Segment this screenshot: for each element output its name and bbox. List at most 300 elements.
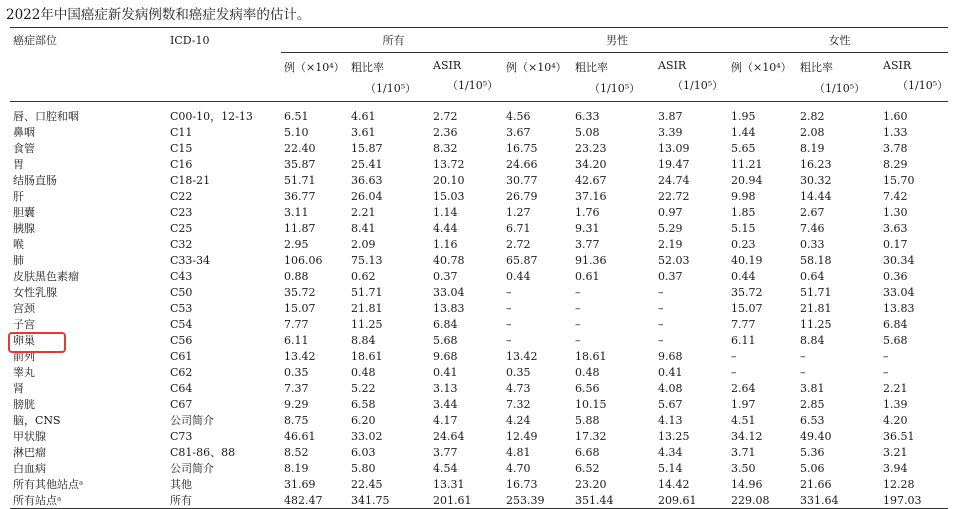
cell-all-cases: 3.11 xyxy=(284,205,309,219)
cell-female-crude: 7.46 xyxy=(800,221,825,235)
cell-all-asir: 13.83 xyxy=(433,301,465,315)
cell-site: 皮肤黑色素瘤 xyxy=(13,270,79,283)
cell-icd: C16 xyxy=(170,157,193,171)
cell-all-crude: 2.09 xyxy=(351,237,376,251)
cell-female-crude: 6.53 xyxy=(800,413,825,427)
cell-male-asir: 4.08 xyxy=(658,381,683,395)
cell-female-crude: 49.40 xyxy=(800,429,832,443)
cell-all-crude: 0.48 xyxy=(351,365,376,379)
cell-male-cases: 1.27 xyxy=(506,205,531,219)
cell-all-asir: 9.68 xyxy=(433,349,458,363)
cell-all-asir: 3.13 xyxy=(433,381,458,395)
cell-male-cases: 0.35 xyxy=(506,365,531,379)
cell-male-asir: 24.74 xyxy=(658,173,690,187)
cell-icd: C15 xyxy=(170,141,193,155)
cell-site: 食管 xyxy=(13,142,35,155)
cell-female-crude: 2.08 xyxy=(800,125,825,139)
cell-male-crude: – xyxy=(575,317,581,331)
cell-female-asir: 197.03 xyxy=(880,492,948,509)
cell-female-asir: 3.21 xyxy=(883,445,908,459)
cell-site: 鼻咽 xyxy=(13,126,35,139)
cell-all-cases: 35.72 xyxy=(284,285,316,299)
cell-female-asir: 6.84 xyxy=(883,317,908,331)
cell-female-cases: 1.44 xyxy=(731,125,756,139)
cell-male-asir: – xyxy=(658,333,664,347)
cell-male-cases: 4.73 xyxy=(506,381,531,395)
cell-all-cases: 46.61 xyxy=(284,429,316,443)
cell-all-cases: 35.87 xyxy=(284,157,316,171)
cell-all-asir: 201.61 xyxy=(430,492,503,509)
cell-male-cases: 24.66 xyxy=(506,157,538,171)
cell-female-crude: 5.36 xyxy=(800,445,825,459)
cell-site: 白血病 xyxy=(13,462,46,475)
cell-male-crude: 37.16 xyxy=(575,189,607,203)
cell-female-crude: 58.18 xyxy=(800,253,832,267)
cell-all-crude: 0.62 xyxy=(351,269,376,283)
cell-female-cases: 1.97 xyxy=(731,397,756,411)
cell-site: 结肠直肠 xyxy=(13,174,57,187)
cell-male-crude: 10.15 xyxy=(575,397,607,411)
cell-site: 肝 xyxy=(13,190,24,203)
subheader-crude-female: 粗比率 （1/10⁵） xyxy=(797,53,880,102)
cell-female-crude: 3.81 xyxy=(800,381,825,395)
cell-icd: C25 xyxy=(170,221,193,235)
cell-male-asir: 0.37 xyxy=(658,269,683,283)
cell-male-crude: 351.44 xyxy=(572,492,655,509)
cell-female-cases: 20.94 xyxy=(731,173,763,187)
cell-all-cases: 8.52 xyxy=(284,445,309,459)
cell-site: 喉 xyxy=(13,238,24,251)
cell-male-asir: 52.03 xyxy=(658,253,690,267)
cell-female-crude: 51.71 xyxy=(800,285,832,299)
cell-all-asir: 13.72 xyxy=(433,157,465,171)
cell-male-asir: 4.13 xyxy=(658,413,683,427)
cell-female-crude: 2.67 xyxy=(800,205,825,219)
table-row xyxy=(10,140,948,156)
table-row xyxy=(10,124,948,140)
cell-all-crude: 21.81 xyxy=(351,301,383,315)
table-row xyxy=(10,102,948,125)
cell-all-cases: 22.40 xyxy=(284,141,316,155)
cell-all-crude: 25.41 xyxy=(351,157,383,171)
cell-female-cases: – xyxy=(731,365,737,379)
cell-male-cases: 30.77 xyxy=(506,173,538,187)
cell-male-crude: – xyxy=(575,333,581,347)
cell-male-asir: 0.41 xyxy=(658,365,683,379)
header-group-male: 男性 xyxy=(503,28,728,53)
table-row xyxy=(10,156,948,172)
cell-male-crude: – xyxy=(575,285,581,299)
cell-all-crude: 6.58 xyxy=(351,397,376,411)
cell-male-crude: 34.20 xyxy=(575,157,607,171)
cell-all-asir: 13.31 xyxy=(433,477,465,491)
cell-female-asir: 7.42 xyxy=(883,189,908,203)
subheader-cases-female: 例（×10⁴） xyxy=(728,53,797,102)
subheader-crude-male: 粗比率 （1/10⁵） xyxy=(572,53,655,102)
cell-site: 甲状腺 xyxy=(13,430,46,443)
cell-male-asir: 2.19 xyxy=(658,237,683,251)
cell-female-asir: 1.60 xyxy=(883,109,908,123)
subheader-cases-male: 例（×10⁴） xyxy=(503,53,572,102)
cell-female-asir: 3.78 xyxy=(883,141,908,155)
cell-all-crude: 5.22 xyxy=(351,381,376,395)
cell-male-crude: 42.67 xyxy=(575,173,607,187)
cell-male-asir: 0.97 xyxy=(658,205,683,219)
cell-male-crude: 6.68 xyxy=(575,445,600,459)
header-spacer xyxy=(167,53,281,102)
cell-male-cases: 4.81 xyxy=(506,445,531,459)
cell-all-asir: 4.17 xyxy=(433,413,458,427)
cell-all-asir: 2.36 xyxy=(433,125,458,139)
cell-female-asir: 1.33 xyxy=(883,125,908,139)
cell-male-cases: – xyxy=(506,285,512,299)
table-row xyxy=(10,316,948,332)
cell-icd: C50 xyxy=(170,285,193,299)
cell-female-cases: 2.64 xyxy=(731,381,756,395)
cell-all-asir: 4.54 xyxy=(433,461,458,475)
cell-all-crude: 8.84 xyxy=(351,333,376,347)
cell-female-crude: 2.82 xyxy=(800,109,825,123)
cell-male-asir: – xyxy=(658,301,664,315)
cell-all-cases: 9.29 xyxy=(284,397,309,411)
cell-male-crude: 6.52 xyxy=(575,461,600,475)
cell-all-crude: 6.03 xyxy=(351,445,376,459)
cell-all-asir: 24.64 xyxy=(433,429,465,443)
cell-icd: C23 xyxy=(170,205,193,219)
cell-icd: C62 xyxy=(170,365,193,379)
cell-female-crude: 8.19 xyxy=(800,141,825,155)
cell-all-asir: 4.44 xyxy=(433,221,458,235)
cell-female-crude: 11.25 xyxy=(800,317,832,331)
cell-male-cases: 253.39 xyxy=(503,492,572,509)
cell-site: 胃 xyxy=(13,158,24,171)
cell-site: 胰腺 xyxy=(13,222,35,235)
cell-female-asir: 0.36 xyxy=(883,269,908,283)
cell-male-crude: 23.23 xyxy=(575,141,607,155)
header-spacer xyxy=(10,53,167,102)
cell-all-cases: 11.87 xyxy=(284,221,316,235)
cell-icd: 所有 xyxy=(167,492,281,509)
cell-male-asir: 3.39 xyxy=(658,125,683,139)
cell-male-crude: 3.77 xyxy=(575,237,600,251)
cell-male-crude: 1.76 xyxy=(575,205,600,219)
cell-female-crude: 331.64 xyxy=(797,492,880,509)
cell-icd: 公司简介 xyxy=(170,462,214,475)
cell-female-crude: 14.44 xyxy=(800,189,832,203)
cell-male-asir: – xyxy=(658,317,664,331)
cell-male-crude: – xyxy=(575,301,581,315)
cell-all-cases: 482.47 xyxy=(281,492,348,509)
cell-male-crude: 6.33 xyxy=(575,109,600,123)
cell-all-asir: 20.10 xyxy=(433,173,465,187)
cell-all-cases: 36.77 xyxy=(284,189,316,203)
cell-female-cases: 0.44 xyxy=(731,269,756,283)
cell-female-crude: 21.81 xyxy=(800,301,832,315)
table-row xyxy=(10,364,948,380)
cell-female-asir: 5.68 xyxy=(883,333,908,347)
cell-female-cases: 4.51 xyxy=(731,413,756,427)
cell-all-cases: 13.42 xyxy=(284,349,316,363)
cell-female-asir: 15.70 xyxy=(883,173,915,187)
cell-female-cases: 0.23 xyxy=(731,237,756,251)
cell-male-crude: 18.61 xyxy=(575,349,607,363)
cell-all-cases: 0.88 xyxy=(284,269,309,283)
cell-icd: C43 xyxy=(170,269,193,283)
subheader-asir-female: ASIR （1/10⁵） xyxy=(880,53,948,102)
cell-male-cases: 3.67 xyxy=(506,125,531,139)
cell-site: 肾 xyxy=(13,382,24,395)
cell-all-cases: 6.11 xyxy=(284,333,309,347)
cell-all-crude: 3.61 xyxy=(351,125,376,139)
cell-female-cases: 14.96 xyxy=(731,477,763,491)
cell-male-asir: 5.29 xyxy=(658,221,683,235)
cell-male-cases: 13.42 xyxy=(506,349,538,363)
cell-female-crude: 5.06 xyxy=(800,461,825,475)
highlight-box xyxy=(8,332,66,353)
header-group-all: 所有 xyxy=(281,28,503,53)
cell-female-crude: 8.84 xyxy=(800,333,825,347)
table-row xyxy=(10,204,948,220)
cell-all-crude: 6.20 xyxy=(351,413,376,427)
cell-site: 宫颈 xyxy=(13,302,35,315)
cell-male-asir: 13.09 xyxy=(658,141,690,155)
cell-all-asir: 0.37 xyxy=(433,269,458,283)
table-row xyxy=(10,172,948,188)
cell-site: 子宫 xyxy=(13,318,35,331)
cell-icd: C33-34 xyxy=(170,253,211,267)
cell-male-asir: 209.61 xyxy=(655,492,728,509)
cell-male-crude: 6.56 xyxy=(575,381,600,395)
cell-female-cases: 34.12 xyxy=(731,429,763,443)
cell-female-crude: 0.33 xyxy=(800,237,825,251)
table-row xyxy=(10,188,948,204)
cell-all-asir: 2.72 xyxy=(433,109,458,123)
cell-icd: 公司简介 xyxy=(170,414,214,427)
cell-icd: C00-10，12-13 xyxy=(170,110,253,123)
cell-all-cases: 6.51 xyxy=(284,109,309,123)
table-body xyxy=(10,102,948,509)
cell-site: 膀胱 xyxy=(13,398,35,411)
cell-male-cases: 6.71 xyxy=(506,221,531,235)
cell-all-cases: 106.06 xyxy=(284,253,323,267)
cell-male-cases: 0.44 xyxy=(506,269,531,283)
cell-all-crude: 51.71 xyxy=(351,285,383,299)
cell-all-asir: 40.78 xyxy=(433,253,465,267)
cell-all-asir: 8.32 xyxy=(433,141,458,155)
cell-male-cases: 4.56 xyxy=(506,109,531,123)
cell-female-asir: 3.63 xyxy=(883,221,908,235)
cell-all-cases: 8.19 xyxy=(284,461,309,475)
cell-male-asir: – xyxy=(658,285,664,299)
cell-male-crude: 9.31 xyxy=(575,221,600,235)
cell-all-cases: 7.37 xyxy=(284,381,309,395)
cell-site: 女性乳腺 xyxy=(13,286,57,299)
table-row xyxy=(10,396,948,412)
table-row xyxy=(10,268,948,284)
cell-male-crude: 0.48 xyxy=(575,365,600,379)
cell-male-crude: 0.61 xyxy=(575,269,600,283)
cell-female-cases: 1.85 xyxy=(731,205,756,219)
cell-site: 脑，CNS xyxy=(13,414,61,427)
cell-all-asir: 3.77 xyxy=(433,445,458,459)
cell-male-asir: 5.67 xyxy=(658,397,683,411)
header-icd: ICD-10 xyxy=(167,28,281,53)
cell-female-crude: 2.85 xyxy=(800,397,825,411)
cell-all-crude: 33.02 xyxy=(351,429,383,443)
cell-female-cases: 3.71 xyxy=(731,445,756,459)
cell-male-cases: 65.87 xyxy=(506,253,538,267)
cell-icd: C81-86、88 xyxy=(170,446,236,459)
table-row xyxy=(10,284,948,300)
cell-all-cases: 8.75 xyxy=(284,413,309,427)
cell-female-asir: 8.29 xyxy=(883,157,908,171)
cell-male-crude: 5.88 xyxy=(575,413,600,427)
cell-male-cases: 4.70 xyxy=(506,461,531,475)
cell-all-cases: 0.35 xyxy=(284,365,309,379)
cell-male-asir: 4.34 xyxy=(658,445,683,459)
table-row xyxy=(10,412,948,428)
cell-female-cases: 35.72 xyxy=(731,285,763,299)
cell-female-cases: 5.15 xyxy=(731,221,756,235)
cell-female-cases: 1.95 xyxy=(731,109,756,123)
cell-male-asir: 3.87 xyxy=(658,109,683,123)
cell-male-cases: 2.72 xyxy=(506,237,531,251)
header-group-female: 女性 xyxy=(728,28,948,53)
table-row xyxy=(10,492,948,509)
cell-site: 所有其他站点ᵃ xyxy=(13,478,84,491)
cell-female-crude: – xyxy=(800,365,806,379)
cell-site: 前列 xyxy=(13,350,35,363)
cell-icd: C64 xyxy=(170,381,193,395)
table-row xyxy=(10,348,948,364)
cell-female-cases: 3.50 xyxy=(731,461,756,475)
cell-male-crude: 23.20 xyxy=(575,477,607,491)
cell-all-cases: 2.95 xyxy=(284,237,309,251)
table-row xyxy=(10,444,948,460)
table-row xyxy=(10,476,948,492)
cell-all-cases: 15.07 xyxy=(284,301,316,315)
cell-male-cases: 16.73 xyxy=(506,477,538,491)
cell-female-asir: 36.51 xyxy=(883,429,915,443)
cell-all-crude: 4.61 xyxy=(351,109,376,123)
cell-female-asir: 0.17 xyxy=(883,237,908,251)
cell-all-asir: 1.14 xyxy=(433,205,458,219)
cell-male-asir: 14.42 xyxy=(658,477,690,491)
cell-female-asir: 12.28 xyxy=(883,477,915,491)
cell-female-asir: 1.30 xyxy=(883,205,908,219)
cell-female-cases: 9.98 xyxy=(731,189,756,203)
cell-site: 卵巢 xyxy=(13,334,35,347)
cell-male-asir: 13.25 xyxy=(658,429,690,443)
cell-all-asir: 0.41 xyxy=(433,365,458,379)
cell-female-crude: 21.66 xyxy=(800,477,832,491)
cell-female-asir: – xyxy=(883,349,889,363)
cell-male-asir: 9.68 xyxy=(658,349,683,363)
table-caption: 2022年中国癌症新发病例数和癌症发病率的估计。 xyxy=(6,7,311,23)
cell-female-cases: 15.07 xyxy=(731,301,763,315)
cell-all-crude: 15.87 xyxy=(351,141,383,155)
cell-female-cases: 5.65 xyxy=(731,141,756,155)
cell-all-crude: 36.63 xyxy=(351,173,383,187)
cell-icd: C54 xyxy=(170,317,193,331)
cell-all-crude: 75.13 xyxy=(351,253,383,267)
cell-female-asir: 30.34 xyxy=(883,253,915,267)
table-row xyxy=(10,220,948,236)
cell-all-cases: 51.71 xyxy=(284,173,316,187)
cell-icd: 其他 xyxy=(170,478,192,491)
cell-icd: C32 xyxy=(170,237,193,251)
cell-all-crude: 5.80 xyxy=(351,461,376,475)
cell-female-asir: 2.21 xyxy=(883,381,908,395)
subheader-asir-male: ASIR （1/10⁵） xyxy=(655,53,728,102)
cell-female-crude: 0.64 xyxy=(800,269,825,283)
cancer-incidence-table xyxy=(10,27,948,509)
subheader-crude-all: 粗比率 （1/10⁵） xyxy=(348,53,430,102)
cell-male-cases: – xyxy=(506,333,512,347)
cell-all-asir: 15.03 xyxy=(433,189,465,203)
cell-all-asir: 1.16 xyxy=(433,237,458,251)
cell-all-crude: 11.25 xyxy=(351,317,383,331)
header-site: 癌症部位 xyxy=(10,28,167,53)
cell-female-cases: 11.21 xyxy=(731,157,763,171)
cell-all-crude: 18.61 xyxy=(351,349,383,363)
cell-female-crude: 30.32 xyxy=(800,173,832,187)
cell-all-cases: 5.10 xyxy=(284,125,309,139)
cell-all-asir: 33.04 xyxy=(433,285,465,299)
cell-male-cases: 26.79 xyxy=(506,189,538,203)
cell-all-asir: 5.68 xyxy=(433,333,458,347)
cell-female-cases: 40.19 xyxy=(731,253,763,267)
cell-male-crude: 17.32 xyxy=(575,429,607,443)
cell-all-crude: 8.41 xyxy=(351,221,376,235)
cell-site: 睾丸 xyxy=(13,366,35,379)
cell-all-crude: 2.21 xyxy=(351,205,376,219)
cell-male-cases: 12.49 xyxy=(506,429,538,443)
cell-male-asir: 22.72 xyxy=(658,189,690,203)
cell-icd: C11 xyxy=(170,125,193,139)
table-row xyxy=(10,332,948,348)
cell-female-crude: – xyxy=(800,349,806,363)
cell-icd: C61 xyxy=(170,349,193,363)
cell-icd: C53 xyxy=(170,301,193,315)
cell-icd: C56 xyxy=(170,333,193,347)
cell-male-asir: 19.47 xyxy=(658,157,690,171)
cell-female-asir: 33.04 xyxy=(883,285,915,299)
cell-all-asir: 6.84 xyxy=(433,317,458,331)
cell-male-crude: 91.36 xyxy=(575,253,607,267)
cell-female-crude: 16.23 xyxy=(800,157,832,171)
cell-all-crude: 22.45 xyxy=(351,477,383,491)
table-row xyxy=(10,300,948,316)
cell-female-cases: – xyxy=(731,349,737,363)
cell-female-asir: 13.83 xyxy=(883,301,915,315)
cell-male-cases: 4.24 xyxy=(506,413,531,427)
cell-site: 所有站点ᵃ xyxy=(10,492,167,509)
cell-female-asir: 3.94 xyxy=(883,461,908,475)
cell-all-cases: 7.77 xyxy=(284,317,309,331)
cell-site: 胆囊 xyxy=(13,206,35,219)
cell-icd: C73 xyxy=(170,429,193,443)
cell-male-asir: 5.14 xyxy=(658,461,683,475)
cell-all-cases: 31.69 xyxy=(284,477,316,491)
cell-all-asir: 3.44 xyxy=(433,397,458,411)
table-row xyxy=(10,236,948,252)
cell-female-cases: 7.77 xyxy=(731,317,756,331)
cell-icd: C18-21 xyxy=(170,173,211,187)
subheader-cases-all: 例（×10⁴） xyxy=(281,53,348,102)
subheader-asir-all: ASIR （1/10⁵） xyxy=(430,53,503,102)
cell-site: 肺 xyxy=(13,254,24,267)
